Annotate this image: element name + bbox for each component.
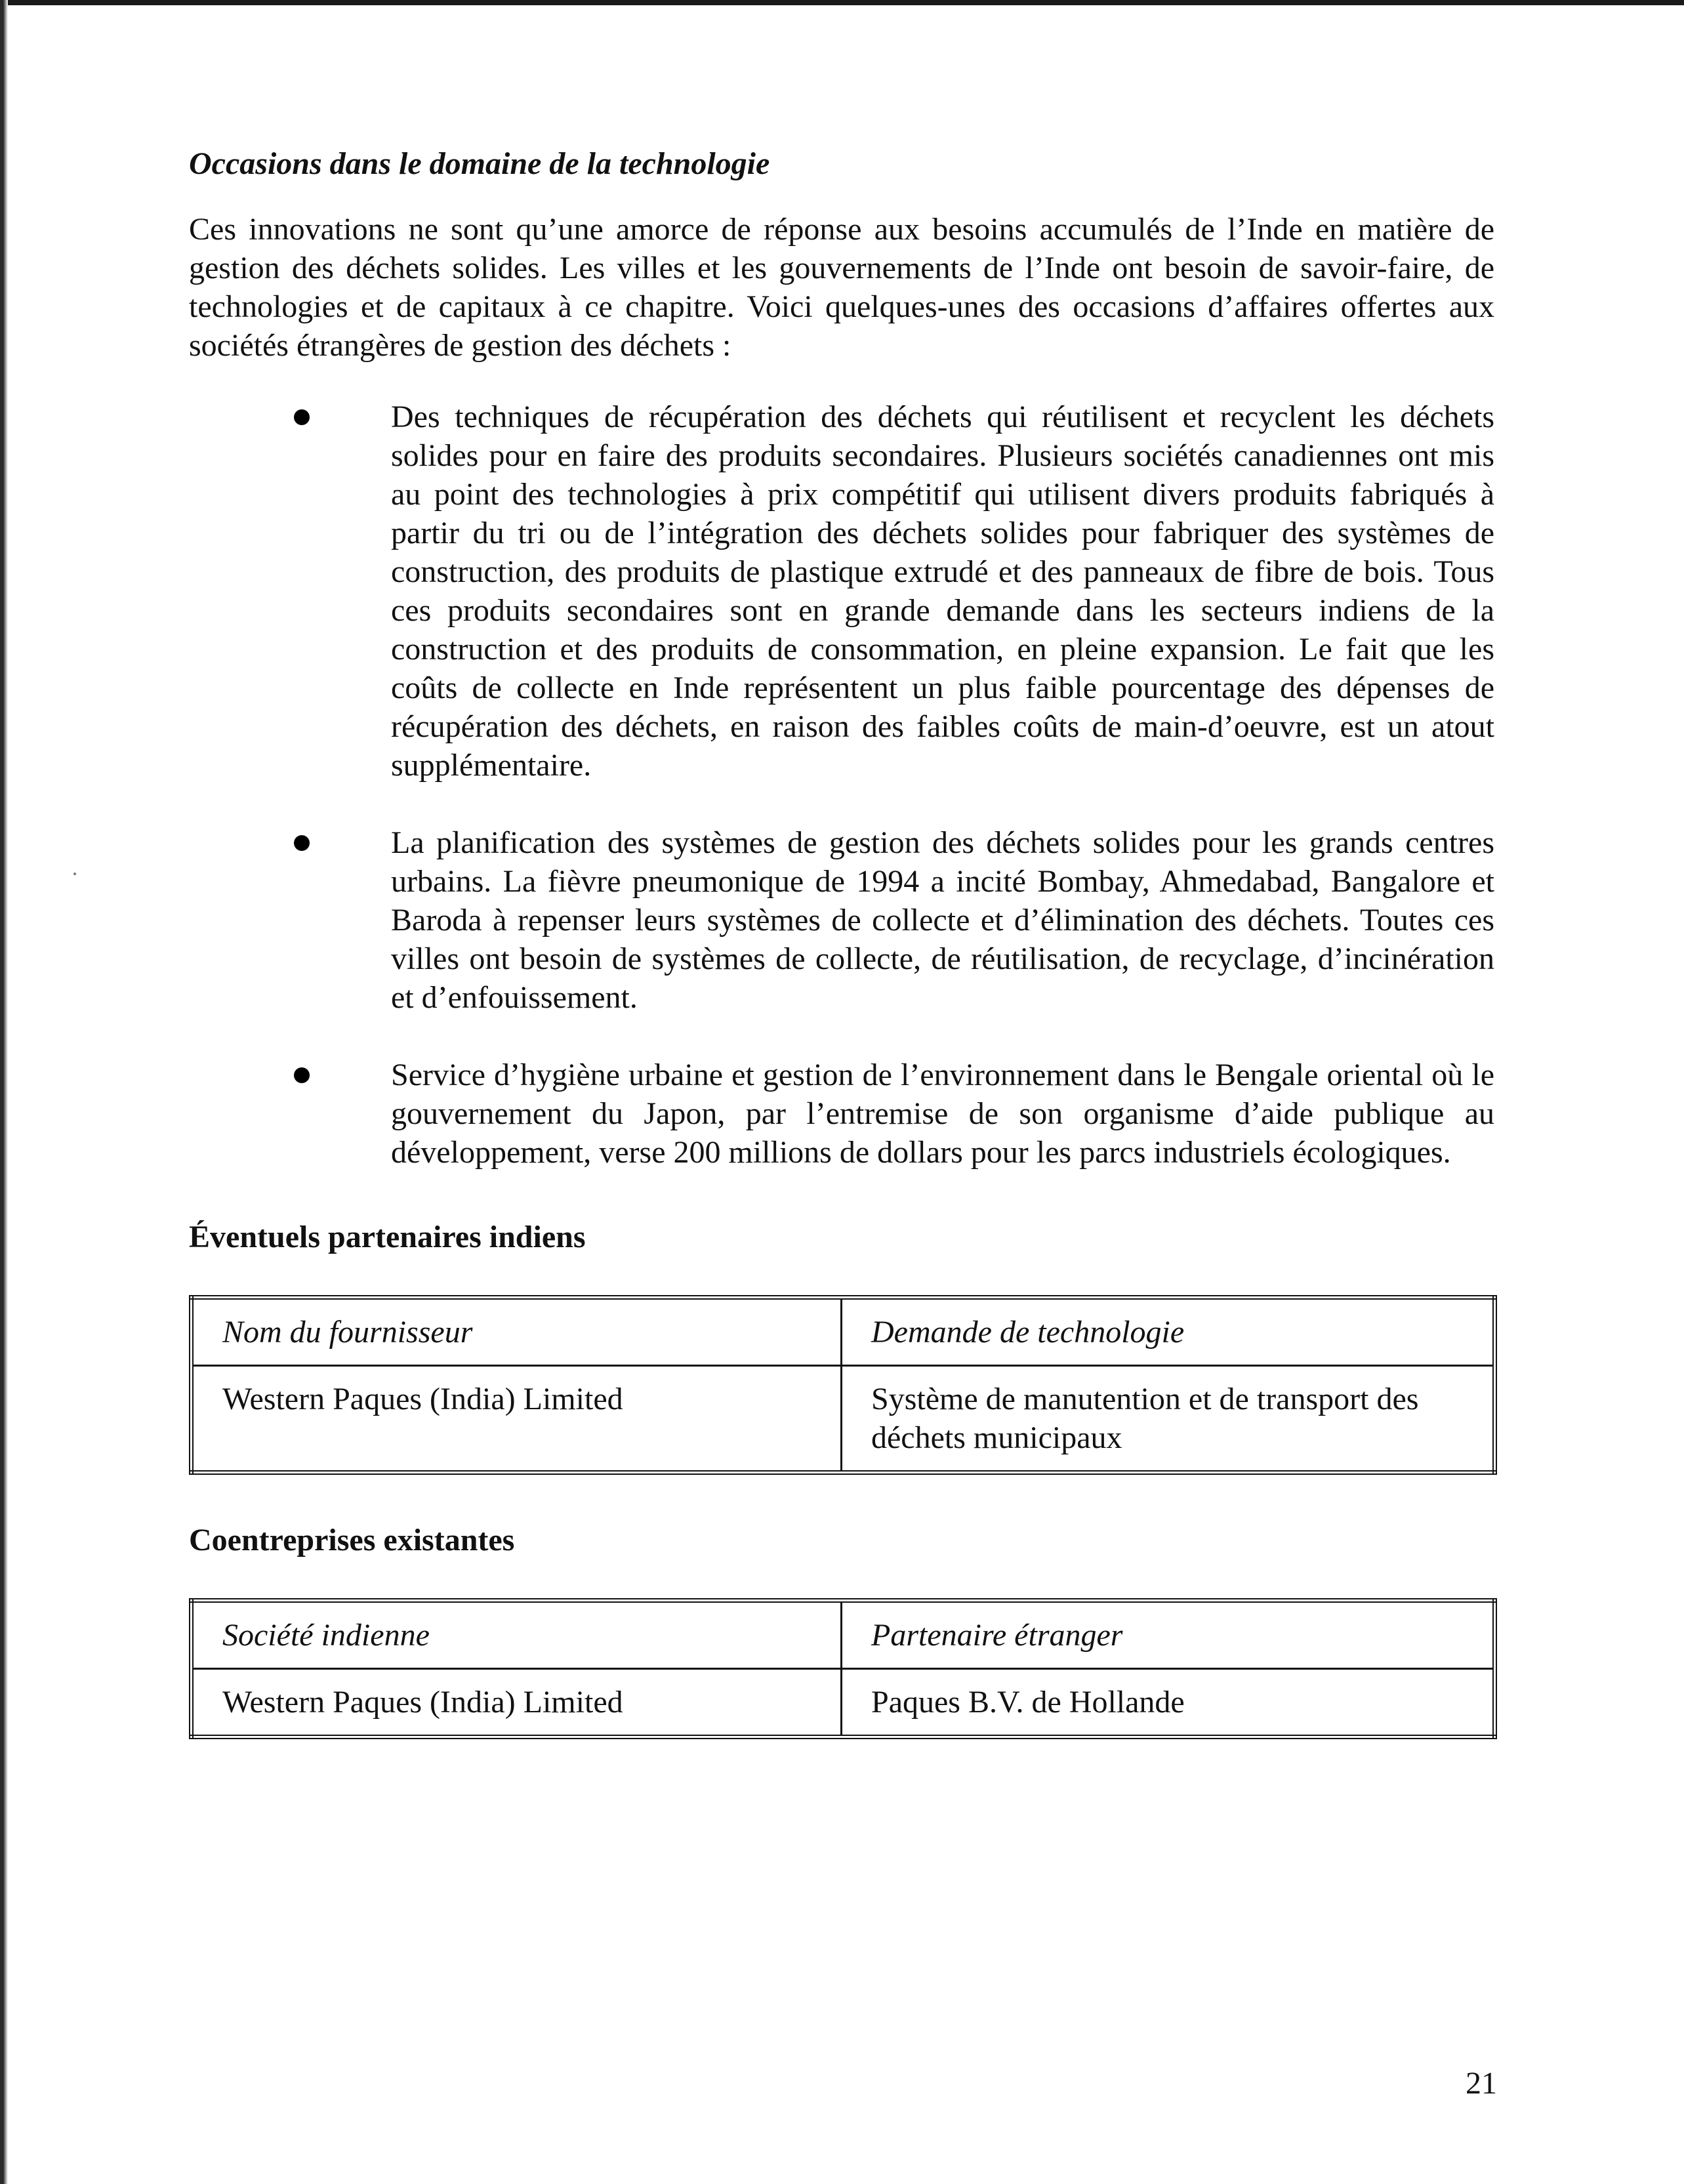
list-item [189,1056,1494,1172]
scan-top-edge [0,0,1684,5]
list-item [189,823,1494,1017]
list-item-text: La planification des systèmes de gestion des déchets solides pour les grands centres urbains. La fièvre pneumonique de 1994 a incité Bombay, Ahmedabad, Bangalore et Baroda à repenser leurs systèmes de collecte et d’élimination des déchets. Toutes ces villes ont besoin de systèmes de collecte, de réutilisation, de recyclage, d’incinération et d’enfouissement. [391,825,1494,1015]
page-number: 21 [1466,2066,1497,2101]
table-header-cell: Demande de technologie [842,1298,1495,1366]
list-item-text: Des techniques de récupération des déchets qui réutilisent et recyclent les déchets solides pour en faire des produits secondaires. Plusieurs sociétés canadiennes ont mis au point des technologies à prix compétitif qui utilisent divers produits fabriqués à partir du tri ou de l’intégration des déchets solides pour fabriquer des systèmes de construction, des produits de plastique extrudé et des panneaux de fibre de bois. Tous ces produits secondaires sont en grande demande dans les secteurs indiens de la construction et des produits de consommation, en pleine expansion. Le fait que les coûts de collecte en Inde représentent un plus faible pourcentage des dépenses de récupération des déchets, en raison des faibles coûts de main-d’oeuvre, est un atout supplémentaire. [391,400,1494,783]
table-header-cell: Nom du fournisseur [192,1298,842,1366]
table-header-cell: Société indienne [192,1601,842,1669]
table-header-row [192,1601,1495,1669]
table-cell: Western Paques (India) Limited [192,1366,842,1473]
scan-left-edge [0,0,8,2184]
table-header-cell: Partenaire étranger [842,1601,1495,1669]
table-cell: Système de manutention et de transport des déchets municipaux [842,1366,1495,1473]
bullet-icon [294,835,310,851]
partners-table [189,1295,1497,1475]
joint-ventures-table [189,1598,1497,1739]
list-item [189,398,1494,785]
table-row [192,1669,1495,1737]
partners-heading: Éventuels partenaires indiens [189,1220,586,1254]
scan-speck [73,873,76,875]
table-cell: Paques B.V. de Hollande [842,1669,1495,1737]
bullet-icon [294,1067,310,1083]
section-title: Occasions dans le domaine de la technologie [189,146,770,181]
table-header-row [192,1298,1495,1366]
opportunities-list [189,398,1494,1172]
joint-ventures-heading: Coentreprises existantes [189,1523,515,1557]
page-content [189,144,1494,1739]
intro-paragraph: Ces innovations ne sont qu’une amorce de réponse aux besoins accumulés de l’Inde en matière de gestion des déchets solides. Les villes et les gouvernements de l’Inde ont besoin de savoir-faire, de technologies et de capitaux à ce chapitre. Voici quelques-unes des occasions d’affaires offertes aux sociétés étrangères de gestion des déchets : [189,212,1494,363]
table-cell: Western Paques (India) Limited [192,1669,842,1737]
list-item-text: Service d’hygiène urbaine et gestion de l’environnement dans le Bengale oriental où le gouvernement du Japon, par l’entremise de son organisme d’aide publique au développement, verse 200 millions de dollars pour les parcs industriels écologiques. [391,1058,1494,1170]
bullet-icon [294,409,310,425]
table-row [192,1366,1495,1473]
